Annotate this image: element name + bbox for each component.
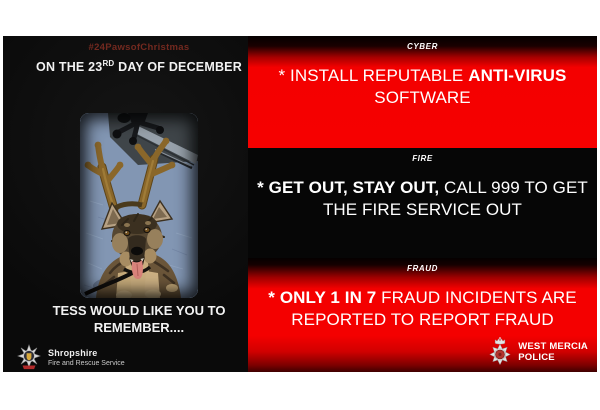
poster-canvas xyxy=(3,36,597,372)
footer-message-line1: TESS WOULD LIKE YOU TO xyxy=(52,303,226,318)
section-fire-message: * GET OUT, STAY OUT, CALL 999 TO GET THE FIRE SERVICE OUT xyxy=(257,178,588,219)
footer-message-line2: REMEMBER.... xyxy=(93,320,185,335)
day-heading-prefix: ON THE 23 xyxy=(36,60,103,74)
section-cyber xyxy=(248,36,597,148)
right-panel xyxy=(248,36,597,372)
section-fraud xyxy=(248,258,597,372)
west-mercia-name-line1: WEST MERCIA xyxy=(518,341,588,352)
shropshire-logo-text xyxy=(48,348,125,367)
west-mercia-logo-text xyxy=(518,342,588,363)
section-fraud-header: FRAUD xyxy=(407,264,438,273)
section-fire-header: FIRE xyxy=(412,154,433,163)
left-panel xyxy=(3,36,248,372)
day-heading-ordinal: RD xyxy=(102,59,115,68)
section-fraud-message: * ONLY 1 IN 7 FRAUD INCIDENTS ARE REPORTED TO REPORT FRAUD xyxy=(268,288,577,329)
footer-message xyxy=(28,302,250,336)
dog-photo-illustration xyxy=(80,113,198,298)
day-heading-suffix: DAY OF DECEMBER xyxy=(114,60,242,74)
tess-dog-photo xyxy=(80,113,198,298)
section-cyber-header: CYBER xyxy=(406,42,438,51)
section-fire xyxy=(248,148,597,258)
day-heading xyxy=(28,60,250,74)
shropshire-crest-icon xyxy=(17,344,41,371)
west-mercia-police-logo xyxy=(487,337,588,368)
west-mercia-name-line2: POLICE xyxy=(518,351,555,363)
shropshire-org-name: Shropshire xyxy=(48,348,98,359)
west-mercia-crest-icon xyxy=(487,337,513,368)
shropshire-fire-logo xyxy=(17,344,125,371)
campaign-hashtag: #24PawsofChristmas xyxy=(88,42,190,53)
shropshire-org-subtitle: Fire and Rescue Service xyxy=(48,359,125,367)
section-cyber-message: * INSTALL REPUTABLE ANTI-VIRUS SOFTWARE xyxy=(278,66,567,107)
